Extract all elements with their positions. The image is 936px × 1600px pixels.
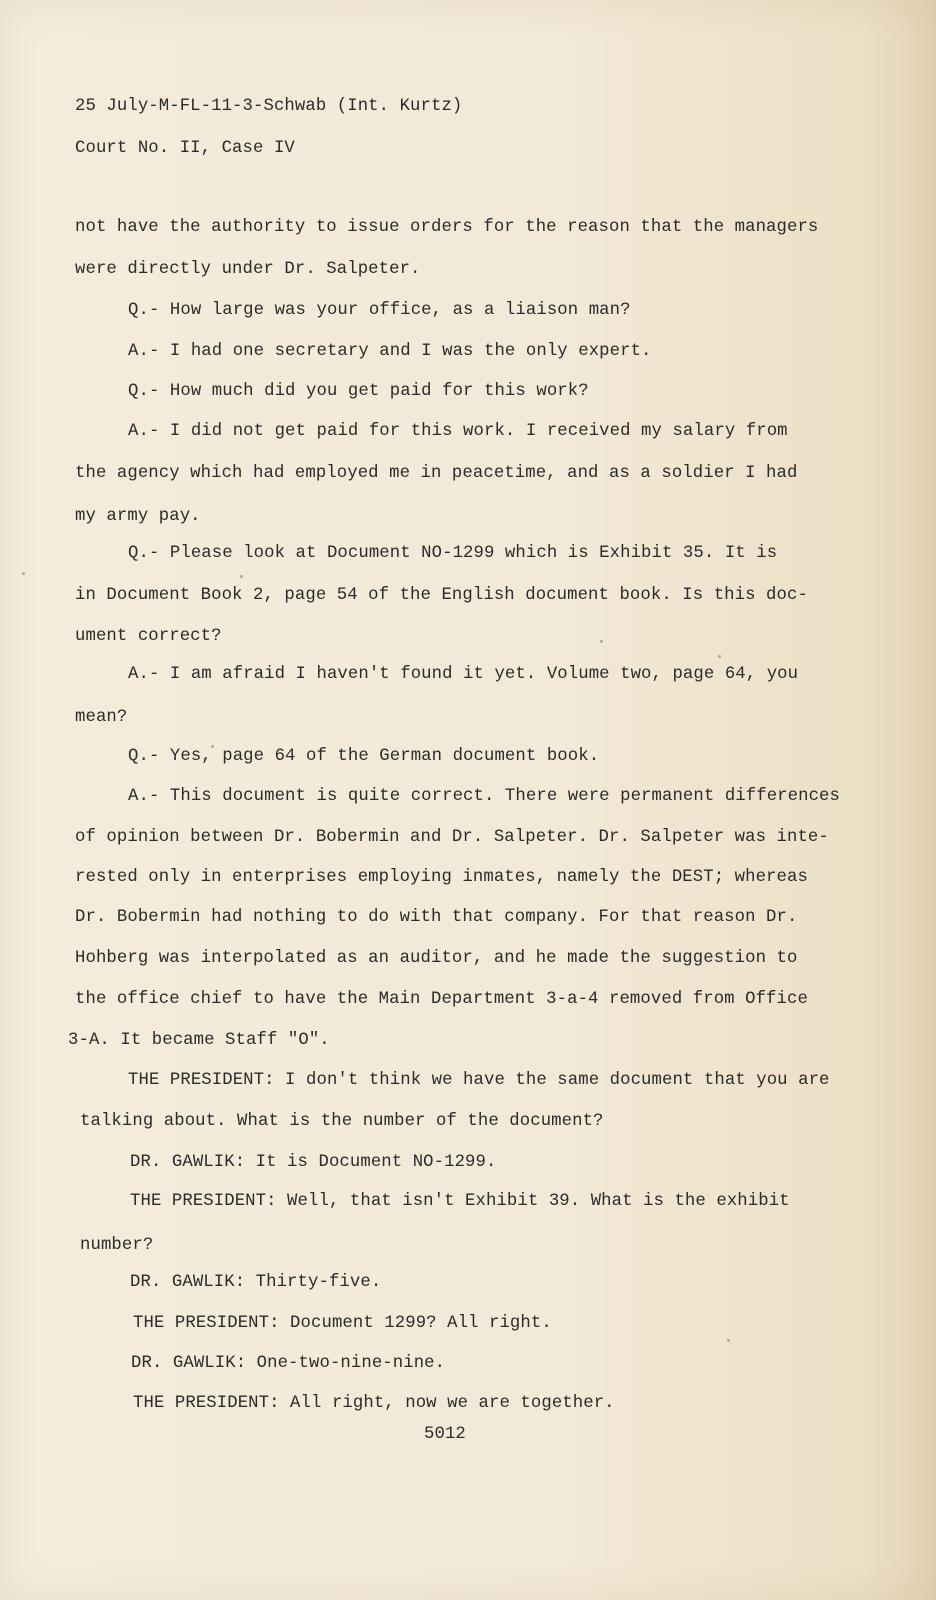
paper-speck <box>22 572 25 575</box>
body-line: THE PRESIDENT: I don't think we have the same document that you are <box>128 1071 830 1090</box>
body-line: rested only in enterprises employing inmates, namely the DEST; whereas <box>75 868 808 887</box>
body-line: DR. GAWLIK: It is Document NO-1299. <box>130 1153 497 1172</box>
body-line: were directly under Dr. Salpeter. <box>75 260 421 279</box>
body-line: the office chief to have the Main Department 3-a-4 removed from Office <box>75 990 808 1009</box>
body-line: Dr. Bobermin had nothing to do with that company. For that reason Dr. <box>75 908 798 927</box>
body-line: A.- This document is quite correct. There were permanent differences <box>128 787 840 806</box>
body-line: in Document Book 2, page 54 of the English document book. Is this doc- <box>75 586 808 605</box>
body-line: THE PRESIDENT: Document 1299? All right. <box>133 1314 552 1333</box>
header-line-2: Court No. II, Case IV <box>75 139 295 158</box>
body-line: A.- I did not get paid for this work. I received my salary from <box>128 422 788 441</box>
header-line-1: 25 July-M-FL-11-3-Schwab (Int. Kurtz) <box>75 97 463 116</box>
body-line: Q.- How much did you get paid for this work? <box>128 382 589 401</box>
body-line: 3-A. It became Staff "O". <box>68 1031 330 1050</box>
body-line: THE PRESIDENT: All right, now we are together. <box>133 1394 615 1413</box>
body-line: Q.- How large was your office, as a liaison man? <box>128 301 631 320</box>
body-line: my army pay. <box>75 507 201 526</box>
body-line: number? <box>80 1236 154 1255</box>
body-line: DR. GAWLIK: Thirty-five. <box>130 1273 382 1292</box>
paper-speck <box>718 655 721 658</box>
page-number: 5012 <box>424 1425 466 1444</box>
body-line: DR. GAWLIK: One-two-nine-nine. <box>131 1354 446 1373</box>
body-line: Q.- Yes, page 64 of the German document book. <box>128 747 600 766</box>
body-line: the agency which had employed me in peacetime, and as a soldier I had <box>75 464 798 483</box>
body-line: not have the authority to issue orders for the reason that the managers <box>75 218 819 237</box>
paper-speck <box>240 575 243 578</box>
body-line: of opinion between Dr. Bobermin and Dr. Salpeter. Dr. Salpeter was inte- <box>75 828 829 847</box>
paper-speck <box>211 745 214 748</box>
body-line: ument correct? <box>75 627 222 646</box>
body-line: THE PRESIDENT: Well, that isn't Exhibit 39. What is the exhibit <box>130 1192 790 1211</box>
paper-speck <box>727 1339 730 1342</box>
body-line: mean? <box>75 708 128 727</box>
body-line: talking about. What is the number of the document? <box>80 1112 604 1131</box>
paper-speck <box>600 640 603 643</box>
body-line: Q.- Please look at Document NO-1299 which is Exhibit 35. It is <box>128 544 778 563</box>
body-line: A.- I had one secretary and I was the only expert. <box>128 342 652 361</box>
body-line: A.- I am afraid I haven't found it yet. Volume two, page 64, you <box>128 665 799 684</box>
body-line: Hohberg was interpolated as an auditor, and he made the suggestion to <box>75 949 798 968</box>
